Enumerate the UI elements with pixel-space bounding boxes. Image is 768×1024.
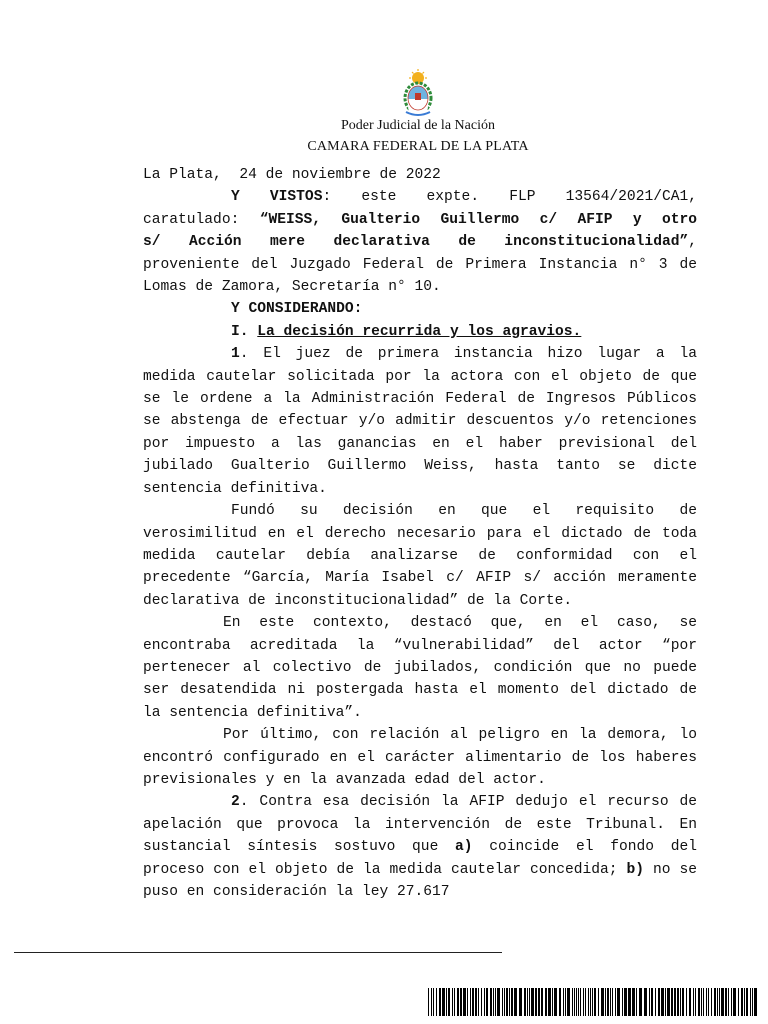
date-line: La Plata, 24 de noviembre de 2022 [143,167,441,183]
proveniente-paragraph: proveniente del Juzgado Federal de Primera Instancia n° 3 de Lomas de Zamora, Secretaría n° 10. [143,256,697,296]
paragraph-3: En este contexto, destacó que, en el caso, se encontraba acreditada la “vulnerabilidad” del actor “por pertenecer al colectivo de jubilados, condición que no puede ser desatendida ni postergada hasta el momento del dictado de la sentencia definitiva”. [143,615,697,721]
paragraph-5 [143,791,697,903]
vistos-text: : este expte. FLP 13564/2021/CA1, [322,189,697,206]
court-header-line-1: Poder Judicial de la Nación [341,118,495,133]
argentine-coat-of-arms-icon [398,68,438,118]
considerando-heading [143,298,697,320]
section-heading [143,321,697,343]
paragraph-1 [143,343,697,500]
paragraph-4: Por último, con relación al peligro en la demora, lo encontró configurado en el carácter alimentario de los haberes previsionales y en la avanzada edad del actor. [143,727,697,788]
paragraph-5-text-b: coincide el fondo del proceso con el objeto de la medida cautelar concedida; [143,839,697,878]
case-title-part-1: “WEISS, Gualterio Guillermo c/ AFIP y otro [259,211,698,228]
footnote-separator [14,952,502,953]
barcode-icon [428,988,758,1016]
section-title: La decisión recurrida y los agravios. [257,323,582,340]
caratulado-line-1 [143,209,697,231]
considerando-label: Y CONSIDERANDO: [231,301,363,318]
item-b-label: b) [626,861,645,878]
case-title-part-2: s/ Acción mere declarativa de inconstitucionalidad” [143,234,689,251]
paragraph-5-number: 2 [231,794,240,811]
paragraph-5-text-c: no se puso en consideración la ley 27.617 [143,861,697,900]
caratulado-suffix: , [688,234,697,251]
paragraph-2: Fundó su decisión en que el requisito de verosimilitud en el derecho necesario para el dictado de toda medida cautelar debía analizarse de conformidad con el precedente “García, María Isabel c/ AFIP s/ acción meramente declarativa de inconstitucionalidad” de la Corte. [143,503,697,609]
paragraph-1-number: 1 [231,346,240,363]
vistos-paragraph [143,186,697,208]
paragraph-5-text-a: . Contra esa decisión la AFIP dedujo el recurso de apelación que provoca la intervención de este Tribunal. En sustancial síntesis sostuvo que [143,794,697,856]
document-body [143,164,697,903]
caratulado-line-2 [143,231,697,253]
paragraph-1-text: . El juez de primera instancia hizo lugar a la medida cautelar solicitada por la actora con el objeto de que se le ordene a la Administración Federal de Ingresos Públicos se abstenga de efectuar y/o admitir descuentos y/o retenciones por impuesto a las ganancias en el haber previsional del jubilado Gualterio Guillermo Weiss, hasta tanto se dicte sentencia definitiva. [143,346,697,497]
caratulado-prefix: caratulado: [143,211,260,228]
item-a-label: a) [455,839,473,856]
vistos-label: Y VISTOS [231,189,323,206]
court-header-line-2: CAMARA FEDERAL DE LA PLATA [307,139,529,154]
section-number: I. [231,323,249,340]
